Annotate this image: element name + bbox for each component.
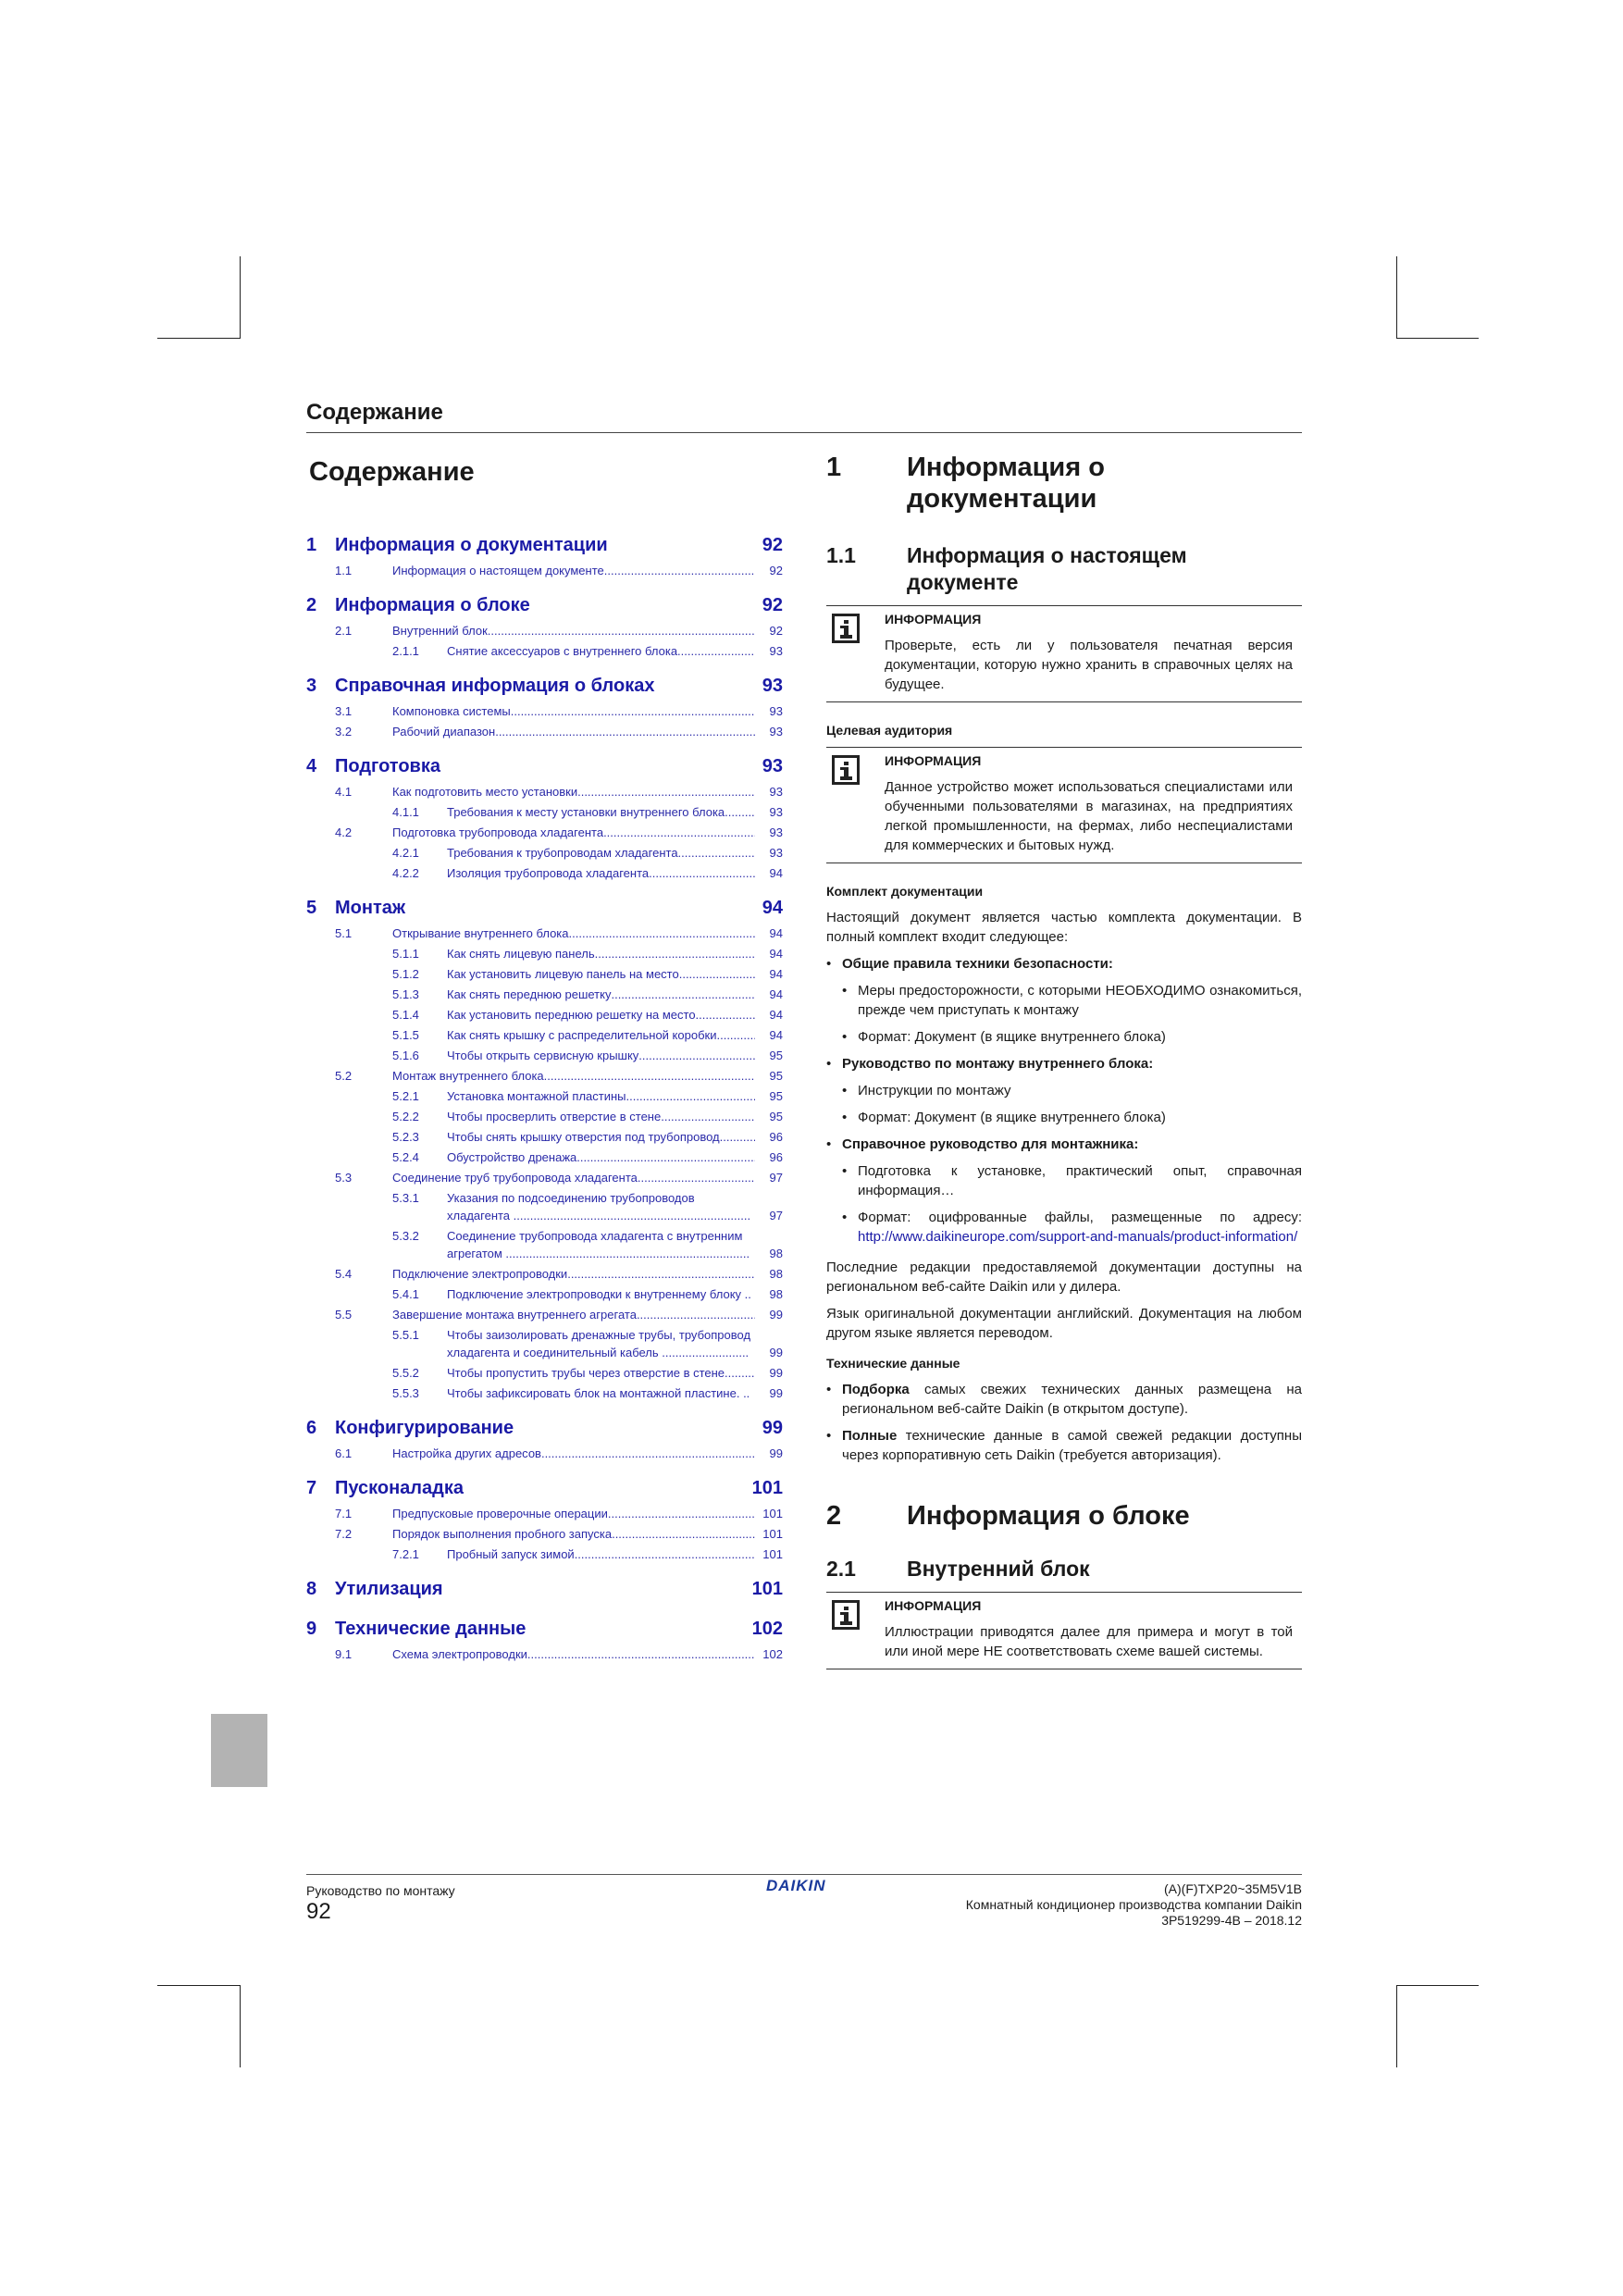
toc-entry-title: Компоновка системы ..... (392, 702, 755, 720)
toc-entry[interactable] (306, 824, 783, 841)
toc-entry[interactable] (306, 1364, 783, 1382)
toc-entry-page: 92 (769, 564, 783, 577)
info-box (826, 1592, 1302, 1669)
toc-entry-title: Требования к месту установки внутреннего блока ..... (447, 803, 755, 821)
toc-entry-number: 5.2.1 (392, 1089, 419, 1103)
toc-entry-page: 93 (769, 825, 783, 839)
toc-entry-number: 2.1 (335, 624, 353, 638)
info-box (826, 605, 1302, 702)
crop-mark (240, 256, 241, 339)
section-heading-1-1 (826, 542, 1302, 596)
toc-entry-number: 4.1 (335, 785, 353, 799)
toc-entry-number: 9.1 (335, 1647, 353, 1661)
toc-chapter[interactable] (306, 595, 783, 619)
toc-entry-number: 5.3.2 (392, 1229, 419, 1243)
info-box-title: ИНФОРМАЦИЯ (885, 612, 982, 627)
toc-entry[interactable] (306, 1545, 783, 1563)
toc-entry-title: Подготовка трубопровода хладагента ..... (392, 824, 755, 841)
toc-chapter-title: Технические данные (335, 1619, 527, 1639)
toc-chapter[interactable] (306, 1579, 783, 1603)
crop-mark (240, 1985, 241, 2067)
toc-entry-number: 5.3.1 (392, 1191, 419, 1205)
toc-entry-number: 4.2.2 (392, 866, 419, 880)
toc-entry-number: 5.5 (335, 1308, 353, 1322)
footer-doc-code: 3P519299-4B – 2018.12 (1161, 1913, 1302, 1928)
toc-entry-title: Соединение трубопровода хладагента с внутренним агрегатом ......................................................................... (447, 1229, 750, 1260)
toc-entry[interactable] (306, 1087, 783, 1105)
toc-entry-title: Информация о настоящем документе ..... (392, 562, 755, 579)
list-item-text: Формат: оцифрованные файлы, размещенные по адресу: (858, 1210, 1302, 1225)
toc-entry[interactable] (306, 1026, 783, 1044)
toc-entry-page: 92 (769, 624, 783, 638)
toc-entry-title: Как установить лицевую панель на место ..... (447, 965, 755, 983)
toc-entry-title: Соединение труб трубопровода хладагента ..... (392, 1169, 755, 1186)
toc-entry-page: 94 (769, 1008, 783, 1022)
list-item: • Руководство по монтажу внутреннего блока: (826, 1056, 1154, 1072)
toc-entry-number: 2.1.1 (392, 644, 419, 658)
toc-entry[interactable] (306, 622, 783, 639)
toc-entry-title: Чтобы заизолировать дренажные трубы, трубопровод хладагента и соединительный кабель .......................... (447, 1328, 751, 1359)
toc-entry-number: 5.2.2 (392, 1110, 419, 1123)
toc-entry-page: 99 (769, 1346, 783, 1359)
toc-entry-title: Изоляция трубопровода хладагента ..... (447, 864, 755, 882)
audience-heading: Целевая аудитория (826, 723, 953, 738)
toc-entry-title: Пробный запуск зимой ..... (447, 1545, 755, 1563)
toc-entry[interactable] (306, 1148, 783, 1166)
toc-entry-title: Подключение электропроводки к внутреннему блоку .. (447, 1287, 751, 1301)
toc-entry-title: Предпусковые проверочные операции ..... (392, 1505, 755, 1522)
list-item: • Меры предосторожности, с которыми НЕОБХОДИМО ознакомиться, прежде чем приступать к монтажу (842, 983, 1302, 1018)
toc-entry-page: 94 (769, 967, 783, 981)
toc-entry[interactable] (306, 702, 783, 720)
crop-mark (157, 1985, 240, 1986)
info-box-text: Проверьте, есть ли у пользователя печатная версия документации, которую нужно хранить в справочных целях на будущее. (885, 638, 1293, 692)
crop-mark (1396, 1985, 1479, 1986)
info-box (826, 747, 1302, 863)
toc-chapter-number: 7 (306, 1478, 317, 1498)
toc-entry-title: Чтобы зафиксировать блок на монтажной пластине. .. (447, 1386, 750, 1400)
toc-entry-number: 5.5.2 (392, 1366, 419, 1380)
crop-mark (157, 338, 240, 339)
section-title: Внутренний блок (907, 1557, 1090, 1581)
chapter-tab (211, 1714, 267, 1787)
toc-chapter[interactable] (306, 756, 783, 780)
toc-entry-title: Порядок выполнения пробного запуска ..... (392, 1525, 755, 1543)
toc-entry[interactable] (306, 1645, 783, 1663)
list-item-text: Меры предосторожности, с которыми НЕОБХОДИМО ознакомиться, прежде чем приступать к монтажу (858, 983, 1302, 1018)
toc-entry-page: 97 (769, 1209, 783, 1222)
toc-chapter-number: 4 (306, 756, 317, 776)
header-divider (306, 432, 1302, 433)
list-item: • Подборка самых свежих технических данных размещена на региональном веб-сайте Daikin (в открытом доступе). (826, 1382, 1302, 1417)
section-number: 1 (826, 453, 842, 482)
toc-entry-page: 94 (769, 987, 783, 1001)
list-item-bold: Подборка (842, 1382, 910, 1397)
toc-entry-title: Как установить переднюю решетку на место ..... (447, 1006, 755, 1024)
toc-entry-title: Рабочий диапазон ..... (392, 723, 755, 740)
toc-entry-number: 5.1.6 (392, 1049, 419, 1062)
toc-entry-title: Чтобы снять крышку отверстия под трубопровод ..... (447, 1128, 755, 1146)
toc-entry-page: 101 (762, 1527, 783, 1541)
toc-entry-number: 5.1.4 (392, 1008, 419, 1022)
toc-chapter-number: 3 (306, 676, 317, 696)
footer-model: (A)(F)TXP20~35M5V1B (1164, 1881, 1302, 1896)
toc-chapter-title: Монтаж (335, 898, 406, 918)
dot-leader: ....................................................................... (513, 1209, 751, 1222)
list-item: • Справочное руководство для монтажника: (826, 1136, 1139, 1152)
list-item-text: Подготовка к установке, практический опыт, справочная информация… (858, 1163, 1302, 1198)
list-item-text: Инструкции по монтажу (858, 1083, 1011, 1098)
toc-entry-number: 5.1.2 (392, 967, 419, 981)
toc-entry-title: Требования к трубопроводам хладагента ..... (447, 844, 755, 862)
toc-entry[interactable] (306, 1169, 783, 1186)
toc-entry-page: 93 (769, 644, 783, 658)
toc-chapter[interactable] (306, 676, 783, 700)
toc-entry-number: 5.1.1 (392, 947, 419, 961)
footer-product-info (966, 1881, 1302, 1929)
toc-entry-number: 5.1 (335, 926, 353, 940)
toc-chapter-page: 93 (762, 756, 783, 776)
toc-chapter-page: 99 (762, 1418, 783, 1438)
info-icon (832, 614, 860, 643)
toc-chapter-title: Утилизация (335, 1579, 443, 1599)
list-item-title: Руководство по монтажу внутреннего блока: (842, 1056, 1154, 1072)
toc-entry-number: 5.5.3 (392, 1386, 419, 1400)
section-heading-2 (826, 1500, 1302, 1532)
list-item: • Инструкции по монтажу (842, 1083, 1011, 1098)
toc-entry[interactable] (306, 1067, 783, 1085)
toc-entry-title: Как снять крышку с распределительной коробки ..... (447, 1026, 755, 1044)
toc-chapter-title: Справочная информация о блоках (335, 676, 655, 696)
toc-entry-number: 5.4 (335, 1267, 353, 1281)
toc-entry-page: 99 (769, 1386, 783, 1400)
toc-entry-page: 93 (769, 785, 783, 799)
section-title: Информация о блоке (907, 1501, 1190, 1531)
toc-entry[interactable] (306, 1285, 783, 1303)
documentation-link[interactable]: http://www.daikineurope.com/support-and-manuals/product-information/ (858, 1229, 1298, 1245)
toc-entry-number: 4.1.1 (392, 805, 419, 819)
toc-entry[interactable] (306, 1108, 783, 1125)
info-box-text: Иллюстрации приводятся далее для примера и могут в той или иной мере НЕ соответствовать схеме вашей системы. (885, 1624, 1293, 1659)
toc-chapter-title: Конфигурирование (335, 1418, 514, 1438)
toc-chapter-number: 6 (306, 1418, 317, 1438)
section-heading-2-1 (826, 1556, 1302, 1582)
table-of-contents (306, 535, 783, 1663)
toc-entry-title: Чтобы пропустить трубы через отверстие в стене. ..... (447, 1364, 755, 1382)
toc-entry-number: 5.1.3 (392, 987, 419, 1001)
toc-entry-page: 98 (769, 1267, 783, 1281)
toc-chapter[interactable] (306, 1418, 783, 1442)
toc-chapter-page: 102 (751, 1619, 783, 1639)
toc-entry[interactable] (306, 1384, 783, 1402)
toc-chapter-number: 8 (306, 1579, 317, 1599)
toc-entry-number: 4.2 (335, 825, 353, 839)
toc-entry-page: 95 (769, 1089, 783, 1103)
toc-chapter-number: 1 (306, 535, 317, 555)
tech-heading: Технические данные (826, 1356, 960, 1371)
toc-entry-title: Чтобы просверлить отверстие в стене ..... (447, 1108, 755, 1125)
toc-entry-page: 93 (769, 704, 783, 718)
toc-entry-page: 97 (769, 1171, 783, 1185)
toc-entry-title: Как снять переднюю решетку ..... (447, 986, 755, 1003)
list-item-text: Формат: Документ (в ящике внутреннего блока) (858, 1110, 1166, 1125)
toc-entry-page: 102 (762, 1647, 783, 1661)
section-number: 2 (826, 1501, 842, 1531)
toc-entry-page: 99 (769, 1366, 783, 1380)
toc-entry-title: Чтобы открыть сервисную крышку ..... (447, 1047, 755, 1064)
footer-divider (306, 1874, 1302, 1875)
toc-entry[interactable] (306, 1189, 783, 1224)
toc-entry-number: 7.1 (335, 1507, 353, 1520)
toc-entry-title: Завершение монтажа внутреннего агрегата ..... (392, 1306, 755, 1323)
dot-leader: .......................... (662, 1346, 750, 1359)
toc-entry-number: 3.2 (335, 725, 353, 738)
dot-leader: .. (744, 1287, 751, 1301)
crop-mark (1396, 256, 1397, 339)
toc-chapter-number: 2 (306, 595, 317, 615)
crop-mark (1396, 1985, 1397, 2067)
toc-entry[interactable] (306, 1128, 783, 1146)
toc-entry[interactable] (306, 803, 783, 821)
footer-manual-type: Руководство по монтажу (306, 1883, 455, 1898)
list-item-title: Общие правила техники безопасности: (842, 956, 1113, 972)
toc-chapter-page: 92 (762, 535, 783, 555)
toc-entry[interactable] (306, 1326, 783, 1361)
toc-chapter-number: 9 (306, 1619, 317, 1639)
toc-entry-page: 93 (769, 846, 783, 860)
toc-title: Содержание (309, 457, 475, 487)
toc-entry-number: 7.2.1 (392, 1547, 419, 1561)
toc-entry[interactable] (306, 783, 783, 800)
toc-entry[interactable] (306, 1006, 783, 1024)
toc-entry-title: Снятие аксессуаров с внутреннего блока ..... (447, 642, 755, 660)
toc-entry-page: 93 (769, 805, 783, 819)
toc-entry-number: 3.1 (335, 704, 353, 718)
toc-entry-page: 93 (769, 725, 783, 738)
toc-entry[interactable] (306, 986, 783, 1003)
toc-chapter-page: 94 (762, 898, 783, 918)
toc-chapter-page: 92 (762, 595, 783, 615)
paragraph: Последние редакции предоставляемой документации доступны на региональном веб-сайте Daikin или у дилера. (826, 1260, 1302, 1295)
toc-entry-number: 5.5.1 (392, 1328, 419, 1342)
toc-entry[interactable] (306, 844, 783, 862)
toc-entry-title: Монтаж внутреннего блока ..... (392, 1067, 755, 1085)
footer-product-name: Комнатный кондиционер производства компании Daikin (965, 1897, 1302, 1912)
toc-entry-title: Как снять лицевую панель ..... (447, 945, 755, 962)
toc-entry[interactable] (306, 1505, 783, 1522)
toc-entry-title: Открывание внутреннего блока ..... (392, 925, 755, 942)
info-icon (832, 1600, 860, 1630)
list-item-bold: Полные (842, 1428, 898, 1444)
list-item-text: технические данные в самой свежей редакции доступны через корпоративную сеть Daikin (требуется авторизация). (842, 1428, 1302, 1463)
dot-leader: ......................................................................... (505, 1247, 750, 1260)
toc-entry-number: 5.2.4 (392, 1150, 419, 1164)
toc-chapter[interactable] (306, 898, 783, 922)
docset-intro: Настоящий документ является частью комплекта документации. В полный комплект входит следующее: (826, 910, 1302, 945)
toc-entry-number: 5.3 (335, 1171, 353, 1185)
toc-entry-page: 95 (769, 1110, 783, 1123)
dot-leader: .. (743, 1386, 750, 1400)
info-icon (832, 755, 860, 785)
toc-entry-page: 94 (769, 866, 783, 880)
paragraph: Язык оригинальной документации английский. Документация на любом другом языке является переводом. (826, 1306, 1302, 1341)
list-item-text: самых свежих технических данных размещена на региональном веб-сайте Daikin (в открытом доступе). (842, 1382, 1302, 1417)
toc-entry-page: 99 (769, 1446, 783, 1460)
toc-chapter-title: Информация о документации (335, 535, 608, 555)
toc-entry-page: 96 (769, 1150, 783, 1164)
list-item-title: Справочное руководство для монтажника: (842, 1136, 1139, 1152)
list-item: • Общие правила техники безопасности: (826, 956, 1113, 972)
toc-entry-number: 5.4.1 (392, 1287, 419, 1301)
toc-entry-page: 94 (769, 926, 783, 940)
toc-entry[interactable] (306, 1306, 783, 1323)
crop-mark (1396, 338, 1479, 339)
list-item: • Подготовка к установке, практический опыт, справочная информация… (842, 1163, 1302, 1198)
toc-entry-number: 5.2.3 (392, 1130, 419, 1144)
toc-chapter[interactable] (306, 1478, 783, 1502)
toc-entry-title: Внутренний блок ..... (392, 622, 755, 639)
toc-entry-title: Подключение электропроводки ..... (392, 1265, 755, 1283)
toc-chapter-page: 101 (751, 1478, 783, 1498)
toc-entry-page: 98 (769, 1247, 783, 1260)
toc-entry-number: 5.1.5 (392, 1028, 419, 1042)
toc-entry-page: 95 (769, 1049, 783, 1062)
docset-heading: Комплект документации (826, 884, 984, 899)
toc-entry[interactable] (306, 925, 783, 942)
list-item-text: Формат: Документ (в ящике внутреннего блока) (858, 1029, 1166, 1045)
toc-entry-title: Как подготовить место установки ..... (392, 783, 755, 800)
page-number: 92 (306, 1899, 331, 1924)
toc-chapter-number: 5 (306, 898, 317, 918)
section-number: 2.1 (826, 1557, 856, 1581)
toc-chapter[interactable] (306, 535, 783, 559)
toc-entry-page: 98 (769, 1287, 783, 1301)
section-heading-1 (826, 452, 1302, 515)
toc-entry-number: 7.2 (335, 1527, 353, 1541)
toc-entry[interactable] (306, 864, 783, 882)
info-box-text: Данное устройство может использоваться специалистами или обученными пользователями в магазинах, на предприятиях легкой промышленности, на фермах, либо неспециалистами для коммерческих и бытовых нужд. (885, 779, 1293, 853)
toc-entry[interactable] (306, 965, 783, 983)
daikin-logo: DAIKIN (766, 1877, 826, 1894)
section-title: Информация о документации (907, 453, 1105, 514)
toc-entry[interactable] (306, 1047, 783, 1064)
toc-entry[interactable] (306, 1265, 783, 1283)
main-content (826, 452, 1302, 1669)
toc-entry-title: Указания по подсоединению трубопроводов хладагента ....................................................................... (447, 1191, 751, 1222)
toc-chapter-title: Пусконаладка (335, 1478, 464, 1498)
toc-entry-number: 6.1 (335, 1446, 353, 1460)
list-item: • Формат: оцифрованные файлы, размещенные по адресу: http://www.daikineurope.com/support-and-manuals/product-information/ (842, 1210, 1302, 1245)
toc-entry-page: 101 (762, 1547, 783, 1561)
toc-entry-number: 1.1 (335, 564, 353, 577)
list-item: • Полные технические данные в самой свежей редакции доступны через корпоративную сеть Daikin (требуется авторизация). (826, 1428, 1302, 1463)
toc-entry-title: Обустройство дренажа ..... (447, 1148, 755, 1166)
toc-entry-page: 95 (769, 1069, 783, 1083)
toc-entry-title: Настройка других адресов ..... (392, 1445, 755, 1462)
toc-entry[interactable] (306, 723, 783, 740)
toc-chapter[interactable] (306, 1619, 783, 1643)
toc-entry[interactable] (306, 642, 783, 660)
toc-entry-page: 99 (769, 1308, 783, 1322)
toc-entry-number: 5.2 (335, 1069, 353, 1083)
toc-entry-page: 96 (769, 1130, 783, 1144)
toc-entry-page: 94 (769, 1028, 783, 1042)
page-header-title: Содержание (306, 400, 443, 425)
toc-entry-page: 94 (769, 947, 783, 961)
list-item: • Формат: Документ (в ящике внутреннего блока) (842, 1110, 1166, 1125)
toc-chapter-title: Подготовка (335, 756, 440, 776)
toc-entry[interactable] (306, 562, 783, 579)
info-box-title: ИНФОРМАЦИЯ (885, 1598, 982, 1613)
toc-entry-title: Схема электропроводки ..... (392, 1645, 755, 1663)
toc-entry-page: 101 (762, 1507, 783, 1520)
toc-entry-number: 4.2.1 (392, 846, 419, 860)
toc-entry[interactable] (306, 1227, 783, 1262)
toc-chapter-title: Информация о блоке (335, 595, 530, 615)
toc-entry[interactable] (306, 1525, 783, 1543)
section-number: 1.1 (826, 543, 856, 567)
toc-chapter-page: 93 (762, 676, 783, 696)
toc-entry[interactable] (306, 945, 783, 962)
list-item: • Формат: Документ (в ящике внутреннего блока) (842, 1029, 1166, 1045)
info-box-title: ИНФОРМАЦИЯ (885, 753, 982, 768)
section-title: Информация о настоящем документе (907, 543, 1187, 594)
toc-chapter-page: 101 (751, 1579, 783, 1599)
toc-entry[interactable] (306, 1445, 783, 1462)
toc-entry-title: Установка монтажной пластины ..... (447, 1087, 755, 1105)
